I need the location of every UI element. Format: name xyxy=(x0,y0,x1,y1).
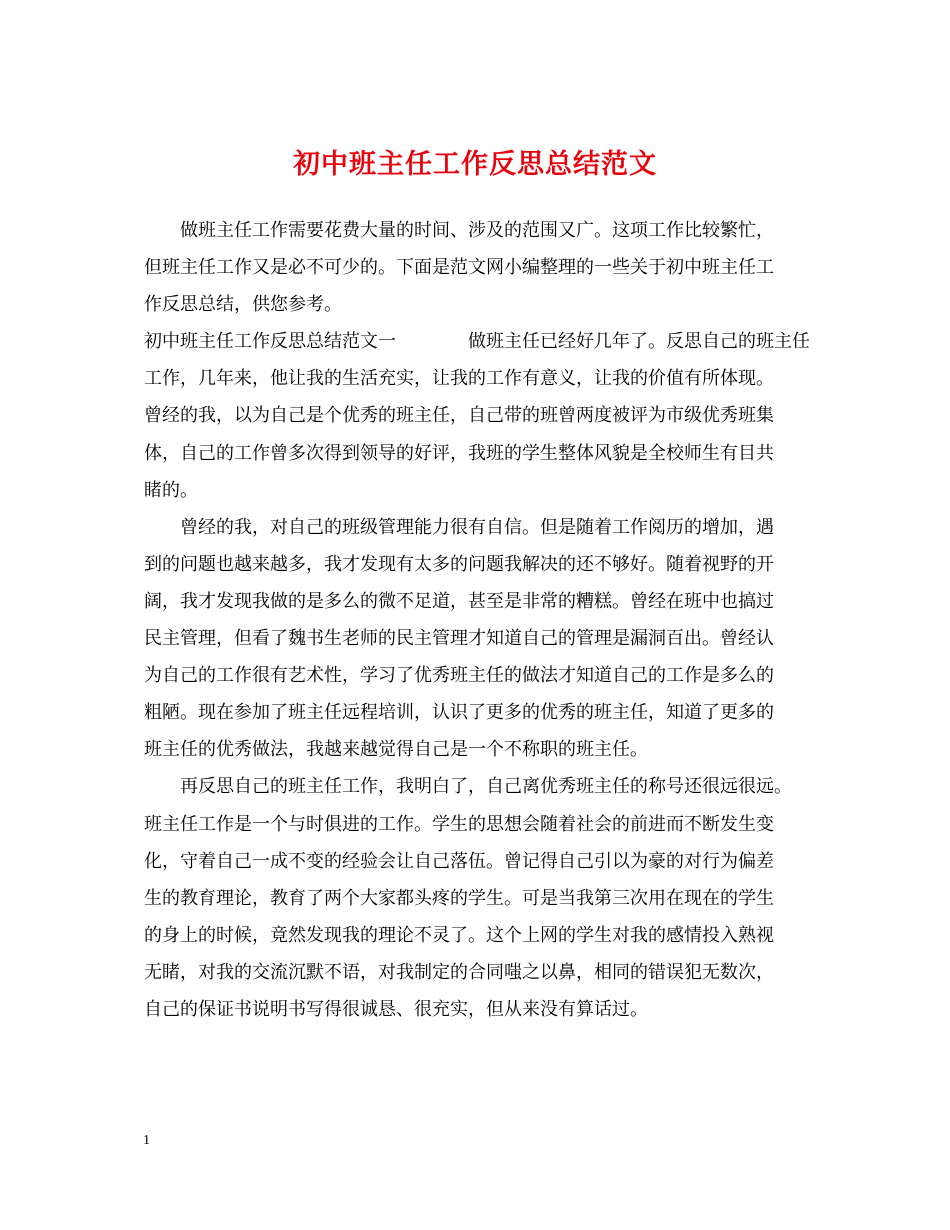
paragraph-line: 班主任工作是一个与时俱进的工作。学生的思想会随着社会的前进而不断发生变 xyxy=(144,813,774,835)
paragraph-line: 粗陋。现在参加了班主任远程培训，认识了更多的优秀的班主任，知道了更多的 xyxy=(144,702,774,724)
paragraph-line: 为自己的工作很有艺术性，学习了优秀班主任的做法才知道自己的工作是多么的 xyxy=(144,665,774,687)
paragraph-line: 到的问题也越来越多，我才发现有太多的问题我解决的还不够好。随着视野的开 xyxy=(144,553,774,575)
document-title: 初中班主任工作反思总结范文 xyxy=(293,149,657,180)
paragraph-line: 阔，我才发现我做的是多么的微不足道，甚至是非常的糟糕。曾经在班中也搞过 xyxy=(144,590,774,612)
paragraph-line: 曾经的我，以为自己是个优秀的班主任，自己带的班曾两度被评为市级优秀班集 xyxy=(144,405,774,427)
paragraph-line: 生的教育理论，教育了两个大家都头疼的学生。可是当我第三次用在现在的学生 xyxy=(144,887,774,909)
paragraph-line: 但班主任工作又是必不可少的。下面是范文网小编整理的一些关于初中班主任工 xyxy=(144,257,774,279)
paragraph-line: 睹的。 xyxy=(144,479,198,501)
paragraph-line: 无睹，对我的交流沉默不语，对我制定的合同嗤之以鼻，相同的错误犯无数次， xyxy=(144,961,774,983)
paragraph-line: 班主任的优秀做法，我越来越觉得自己是一个不称职的班主任。 xyxy=(144,739,648,761)
paragraph-line: 做班主任工作需要花费大量的时间、涉及的范围又广。这项工作比较繁忙， xyxy=(180,220,774,241)
document-body xyxy=(144,218,814,1034)
paragraph-line: 自己的保证书说明书写得很诚恳、很充实，但从来没有算话过。 xyxy=(144,998,648,1020)
paragraph-line: 化，守着自己一成不变的经验会让自己落伍。曾记得自己引以为豪的对行为偏差 xyxy=(144,850,774,872)
paragraph-text: 做班主任已经好几年了。反思自己的班主任 xyxy=(468,331,810,353)
section-heading: 初中班主任工作反思总结范文一 xyxy=(144,331,396,353)
paragraph-line: 的身上的时候，竟然发现我的理论不灵了。这个上网的学生对我的感情投入熟视 xyxy=(144,924,774,946)
paragraph-line: 再反思自己的班主任工作，我明白了，自己离优秀班主任的称号还很远很远。 xyxy=(180,776,792,798)
section-heading-line xyxy=(144,329,814,366)
paragraph-line: 工作，几年来，他让我的生活充实，让我的工作有意义，让我的价值有所体现。 xyxy=(144,368,774,390)
paragraph-line: 曾经的我，对自己的班级管理能力很有自信。但是随着工作阅历的增加，遇 xyxy=(180,516,774,538)
page-number: 1 xyxy=(143,1133,150,1148)
paragraph-line: 作反思总结，供您参考。 xyxy=(144,294,342,316)
paragraph-line: 民主管理，但看了魏书生老师的民主管理才知道自己的管理是漏洞百出。曾经认 xyxy=(144,628,774,650)
paragraph-line: 体，自己的工作曾多次得到领导的好评，我班的学生整体风貌是全校师生有目共 xyxy=(144,442,774,464)
